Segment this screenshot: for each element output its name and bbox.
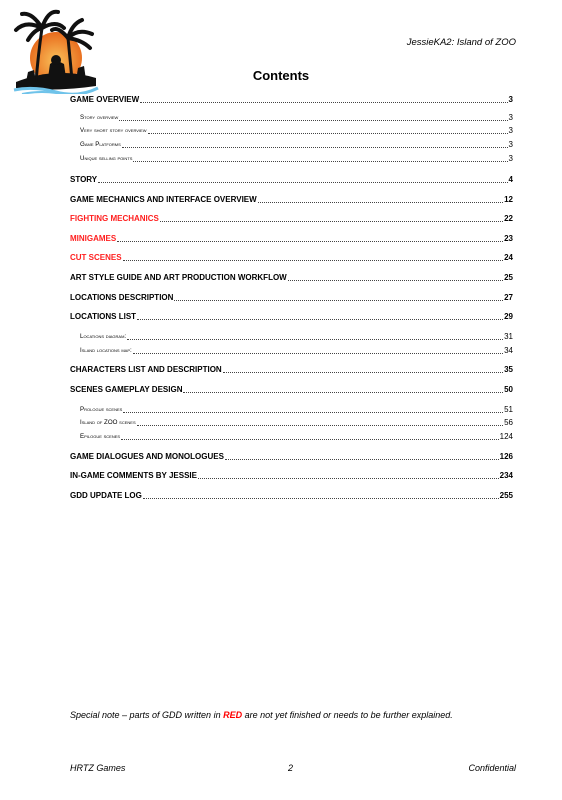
toc-entry-label: LOCATIONS LIST (70, 312, 137, 321)
toc-dot-leader (137, 319, 503, 320)
toc-entry-label: GDD UPDATE LOG (70, 491, 142, 500)
toc-entry-page: 27 (504, 293, 513, 302)
toc-entry-page: 126 (499, 452, 513, 461)
toc-entry-label: Island of ZOO scenes (80, 419, 136, 426)
toc-entry-page: 31 (504, 332, 513, 341)
toc-entry-page: 4 (508, 175, 513, 184)
toc-entry-page: 34 (504, 346, 513, 355)
toc-dot-leader (143, 498, 499, 499)
toc-dot-leader (121, 439, 499, 440)
toc-dot-leader (140, 102, 507, 103)
toc-entry-page: 124 (499, 432, 513, 441)
toc-dot-leader (183, 392, 503, 393)
toc-entry-page: 22 (504, 214, 513, 223)
toc-entry-label: GAME OVERVIEW (70, 95, 140, 104)
toc-entry[interactable] (70, 252, 513, 264)
toc-entry-label: ART STYLE GUIDE AND ART PRODUCTION WORKFLOW (70, 273, 287, 282)
toc-entry[interactable] (70, 311, 513, 323)
toc-entry-label: LOCATIONS DESCRIPTION (70, 293, 174, 302)
toc-entry-page: 24 (504, 253, 513, 262)
special-note (70, 710, 453, 720)
toc-dot-leader (122, 147, 508, 148)
toc-dot-leader (160, 221, 503, 222)
toc-entry-label: FIGHTING MECHANICS (70, 214, 159, 223)
special-note-text: Special note – parts of GDD written in (70, 710, 224, 720)
toc-entry-page: 3 (508, 154, 513, 163)
toc-dot-leader (288, 280, 503, 281)
toc-entry-page: 56 (504, 418, 513, 427)
footer-page-number: 2 (288, 763, 294, 773)
toc-entry-label: CUT SCENES (70, 253, 122, 262)
toc-entry[interactable] (70, 417, 513, 429)
toc-entry[interactable] (70, 125, 513, 137)
toc-entry-page: 3 (508, 140, 513, 149)
toc-entry-page: 35 (504, 365, 513, 374)
toc-entry-page: 12 (504, 195, 513, 204)
toc-entry[interactable] (70, 174, 513, 186)
footer-company: HRTZ Games (70, 763, 126, 773)
toc-entry[interactable] (70, 451, 513, 463)
contents-heading: Contents (252, 68, 310, 83)
toc-entry[interactable] (70, 384, 513, 396)
toc-entry-label: IN-GAME COMMENTS BY JESSIE (70, 471, 197, 480)
toc-entry-label: Game Platforms (80, 141, 121, 148)
toc-entry-label: MINIGAMES (70, 234, 117, 243)
document-header-title: JessieKA2: Island of ZOO (406, 37, 516, 48)
toc-entry-label: Locations diagram: (80, 333, 127, 340)
toc-entry-page: 25 (504, 273, 513, 282)
toc-entry[interactable] (70, 404, 513, 416)
footer-confidential: Confidential (468, 763, 516, 773)
toc-entry[interactable] (70, 331, 513, 343)
toc-dot-leader (119, 120, 507, 121)
toc-entry[interactable] (70, 153, 513, 165)
toc-entry[interactable] (70, 431, 513, 443)
toc-dot-leader (137, 425, 503, 426)
toc-entry-label: CHARACTERS LIST AND DESCRIPTION (70, 365, 222, 374)
toc-entry-label: Island locations map: (80, 347, 132, 354)
toc-entry[interactable] (70, 213, 513, 225)
toc-dot-leader (258, 202, 503, 203)
toc-entry-page: 50 (504, 385, 513, 394)
toc-entry-label: Unique selling points (80, 155, 133, 162)
toc-entry-page: 51 (504, 405, 513, 414)
toc-entry-page: 23 (504, 234, 513, 243)
toc-entry-label: SCENES GAMEPLAY DESIGN (70, 385, 183, 394)
toc-dot-leader (117, 241, 503, 242)
toc-entry[interactable] (70, 94, 513, 106)
toc-dot-leader (133, 161, 507, 162)
toc-entry-page: 255 (499, 491, 513, 500)
toc-entry[interactable] (70, 470, 513, 482)
toc-dot-leader (225, 459, 499, 460)
toc-dot-leader (174, 300, 503, 301)
toc-dot-leader (198, 478, 499, 479)
toc-entry-label: STORY (70, 175, 98, 184)
toc-entry[interactable] (70, 490, 513, 502)
toc-entry[interactable] (70, 364, 513, 376)
toc-entry-label: Story overview (80, 114, 119, 121)
toc-entry[interactable] (70, 292, 513, 304)
toc-entry-label: Prologue scenes (80, 406, 123, 413)
toc-entry-label: Very short story overview (80, 127, 147, 134)
toc-entry[interactable] (70, 139, 513, 151)
toc-entry-page: 234 (499, 471, 513, 480)
toc-entry[interactable] (70, 233, 513, 245)
toc-entry-page: 3 (508, 126, 513, 135)
toc-dot-leader (127, 339, 503, 340)
toc-dot-leader (133, 353, 503, 354)
toc-dot-leader (123, 412, 503, 413)
toc-entry[interactable] (70, 194, 513, 206)
toc-entry-label: GAME DIALOGUES AND MONOLOGUES (70, 452, 224, 461)
toc-dot-leader (148, 133, 508, 134)
toc-entry-page: 3 (508, 113, 513, 122)
toc-entry[interactable] (70, 112, 513, 124)
toc-entry-page: 3 (508, 95, 513, 104)
toc-entry-page: 29 (504, 312, 513, 321)
toc-dot-leader (223, 372, 503, 373)
special-note-text-end: are not yet finished or needs to be further explained. (242, 710, 453, 720)
toc-entry[interactable] (70, 345, 513, 357)
toc-dot-leader (123, 260, 504, 261)
toc-entry[interactable] (70, 272, 513, 284)
toc-entry-label: GAME MECHANICS AND INTERFACE OVERVIEW (70, 195, 257, 204)
special-note-red-word: RED (223, 710, 243, 720)
toc-dot-leader (98, 182, 507, 183)
toc-entry-label: Epilogue scenes (80, 433, 121, 440)
